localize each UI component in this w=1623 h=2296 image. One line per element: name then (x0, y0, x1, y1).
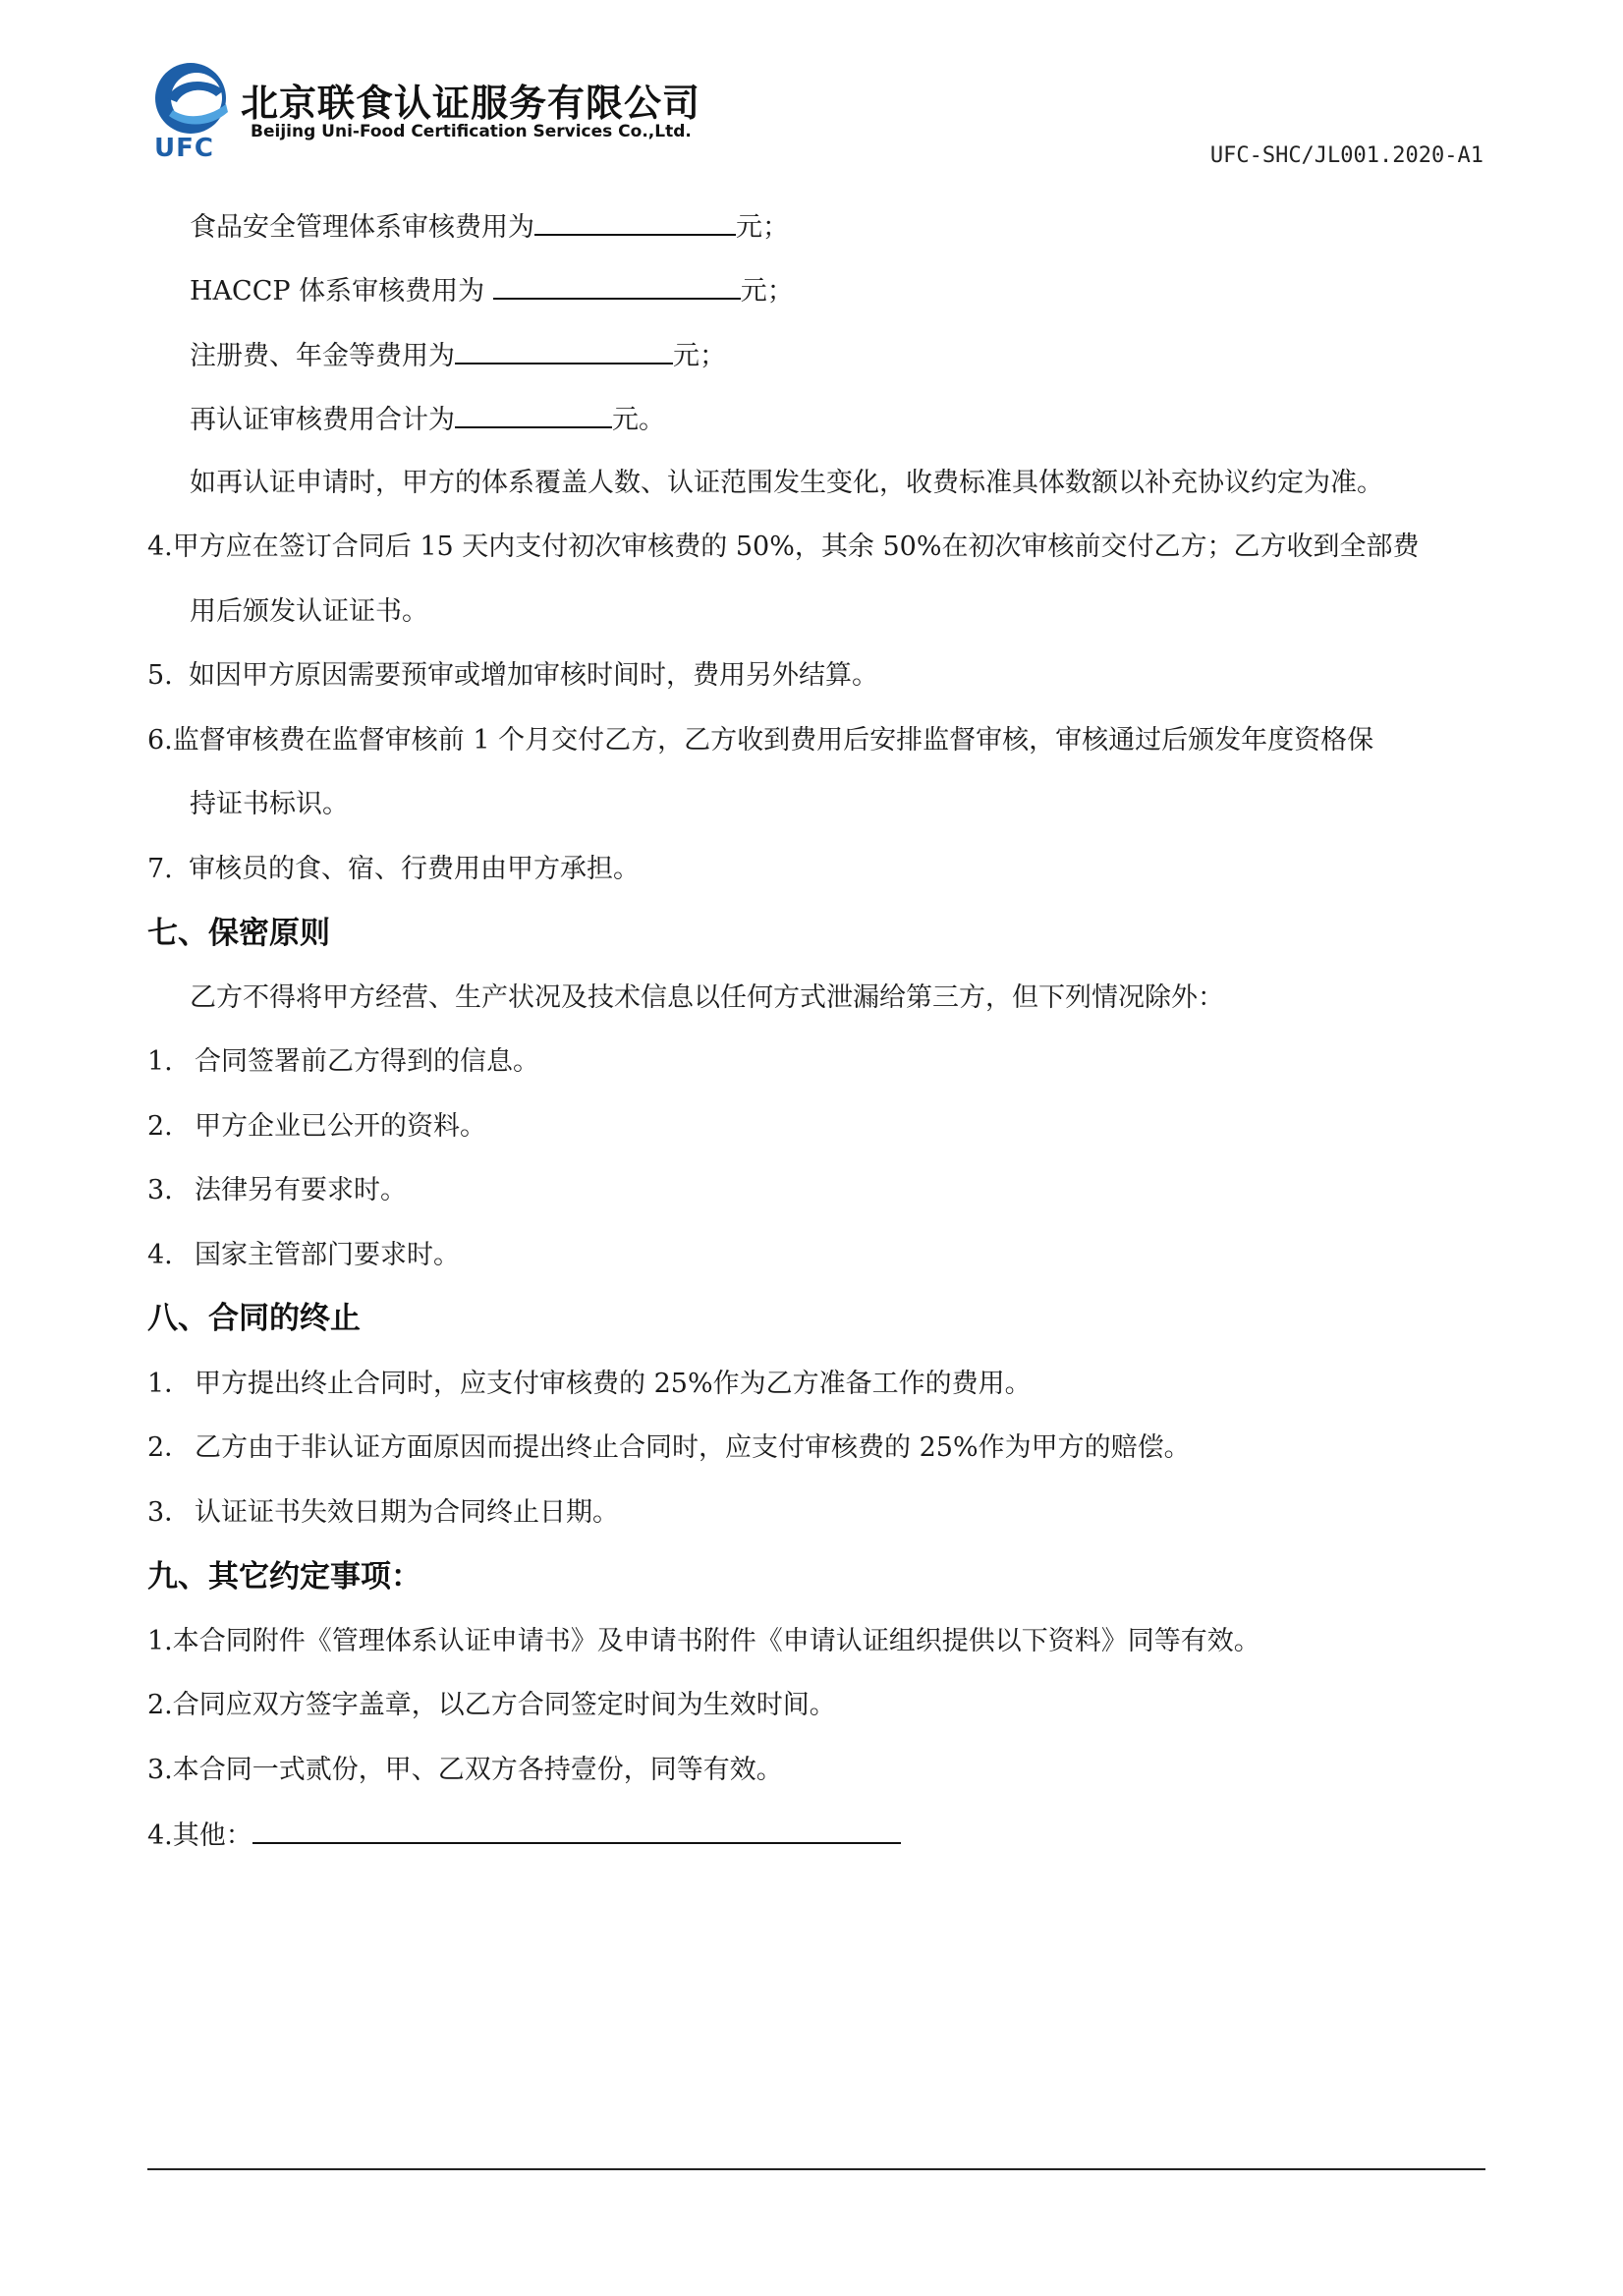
logo-wordmark: UFC (154, 134, 214, 163)
fee-line (190, 270, 794, 311)
section-heading: 七、保密原则 (147, 916, 330, 951)
item-text: 合同签署前乙方得到的信息。 (195, 1046, 539, 1077)
item-text: 合同应双方签字盖章，以乙方合同签定时间为生效时间。 (172, 1690, 836, 1720)
list-item (147, 1686, 836, 1725)
item-number: 3． (147, 1497, 192, 1528)
fee-line (190, 206, 789, 248)
list-item (147, 1107, 486, 1147)
fee-label: 注册费、年金等费用为 (190, 341, 455, 371)
item-number: 2. (147, 1111, 173, 1142)
fee-suffix: 元； (740, 276, 794, 307)
list-item (147, 528, 1419, 567)
fee-blank[interactable] (493, 270, 741, 300)
company-name-en: Beijing Uni-Food Certification Services Co.,Ltd. (251, 122, 692, 141)
list-item (147, 1236, 460, 1275)
item-number: 3. (147, 1175, 173, 1205)
fee-note: 如再认证申请时，甲方的体系覆盖人数、认证范围发生变化，收费标准具体数额以补充协议约定为准。 (190, 468, 1383, 498)
list-item (147, 1493, 619, 1533)
fee-blank[interactable] (455, 335, 673, 364)
other-terms-blank[interactable] (252, 1815, 901, 1844)
section-intro: 乙方不得将甲方经营、生产状况及技术信息以任何方式泄漏给第三方，但下列情况除外： (190, 982, 1224, 1013)
item-number: 2. (147, 1690, 173, 1720)
section-heading: 九、其它约定事项： (147, 1559, 421, 1595)
list-item (147, 850, 640, 889)
fee-suffix: 元； (673, 341, 726, 371)
item-number: 4. (147, 1240, 173, 1270)
item-text: 甲方应在签订合同后 15 天内支付初次审核费的 50%，其余 50%在初次审核前交付乙方；乙方收到全部费 (172, 532, 1420, 562)
item-continuation: 持证书标识。 (190, 789, 349, 819)
item-number: 4. (147, 532, 173, 562)
footer-divider (147, 2168, 1485, 2170)
list-item (147, 1751, 783, 1790)
item-number: 2． (147, 1432, 192, 1463)
list-item (147, 1171, 407, 1210)
item-text: 如因甲方原因需要预审或增加审核时间时，费用另外结算。 (189, 660, 878, 691)
list-item (147, 1622, 1260, 1661)
section-heading: 八、合同的终止 (147, 1301, 361, 1336)
item-number: 1. (147, 1046, 173, 1077)
item-number: 1． (147, 1369, 192, 1399)
fee-suffix: 元； (736, 212, 789, 243)
fee-blank[interactable] (534, 206, 736, 236)
fee-blank[interactable] (455, 399, 612, 428)
list-item (147, 656, 878, 696)
item-number: 4. (147, 1820, 173, 1851)
fee-label: 食品安全管理体系审核费用为 (190, 212, 534, 243)
item-text: 本合同一式贰份，甲、乙双方各持壹份，同等有效。 (172, 1755, 783, 1785)
list-item (147, 1042, 539, 1082)
item-number: 6. (147, 725, 173, 756)
company-name-cn: 北京联食认证服务有限公司 (241, 82, 701, 125)
item-text: 国家主管部门要求时。 (195, 1240, 460, 1270)
item-text: 法律另有要求时。 (195, 1175, 407, 1205)
list-item (147, 1815, 901, 1856)
fee-label: 再认证审核费用合计为 (190, 405, 455, 435)
fee-line (190, 399, 665, 440)
fee-suffix: 元。 (612, 405, 665, 435)
item-text: 乙方由于非认证方面原因而提出终止合同时，应支付审核费的 25%作为甲方的赔偿。 (195, 1432, 1191, 1463)
item-text: 认证证书失效日期为合同终止日期。 (195, 1497, 619, 1528)
item-text: 其他： (172, 1820, 252, 1851)
item-number: 1. (147, 1626, 173, 1656)
item-text: 审核员的食、宿、行费用由甲方承担。 (189, 854, 640, 884)
list-item (147, 1365, 1032, 1404)
item-continuation: 用后颁发认证证书。 (190, 596, 428, 627)
item-text: 本合同附件《管理体系认证申请书》及申请书附件《申请认证组织提供以下资料》同等有效。 (172, 1626, 1260, 1656)
list-item (147, 1428, 1191, 1468)
document-code: UFC-SHC/JL001.2020-A1 (1209, 143, 1483, 168)
fee-label: HACCP 体系审核费用为 (190, 276, 493, 307)
list-item (147, 721, 1373, 760)
item-number: 5. (147, 660, 173, 691)
item-number: 3. (147, 1755, 173, 1785)
item-number: 7. (147, 854, 173, 884)
item-text: 甲方企业已公开的资料。 (195, 1111, 486, 1142)
item-text: 甲方提出终止合同时，应支付审核费的 25%作为乙方准备工作的费用。 (195, 1369, 1032, 1399)
fee-line (190, 335, 726, 376)
item-text: 监督审核费在监督审核前 1 个月交付乙方，乙方收到费用后安排监督审核，审核通过后颁发年度资格保 (172, 725, 1374, 756)
